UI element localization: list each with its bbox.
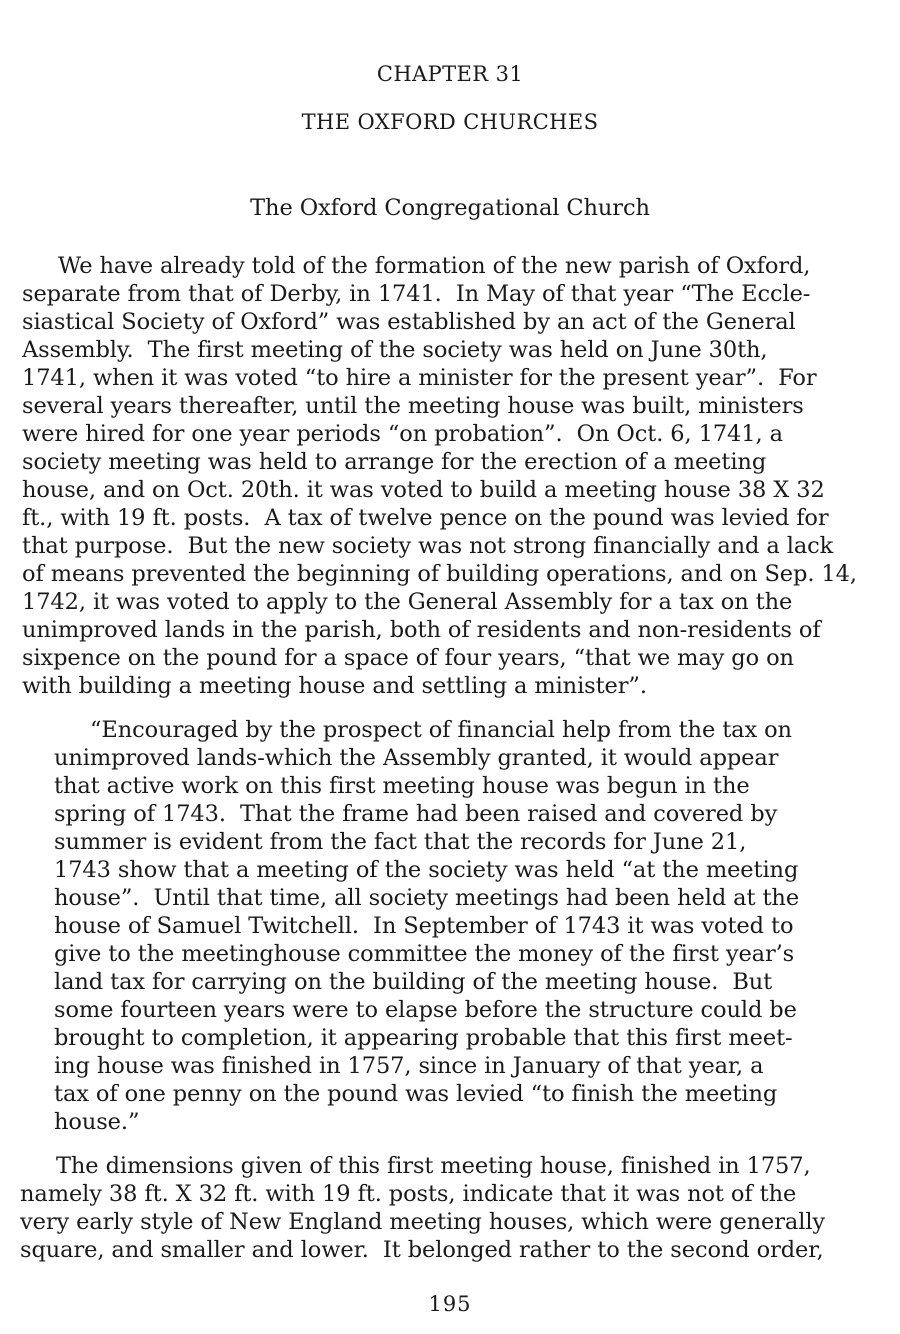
text-line: square, and smaller and lower. It belonged rather to the second order, [20,1237,824,1263]
quote-line: that active work on this first meeting house was begun in the [54,773,750,799]
text-line: siastical Society of Oxford” was established by an act of the General [22,309,796,335]
quote-line: unimproved lands-which the Assembly granted, it would appear [54,745,779,771]
text-line: with building a meeting house and settling a minister”. [22,673,647,699]
quote-line: spring of 1743. That the frame had been raised and covered by [54,801,778,827]
quote-line: 1743 show that a meeting of the society was held “at the meeting [54,857,799,883]
quote-line: house”. Until that time, all society meetings had been held at the [54,885,800,911]
quote-line: tax of one penny on the pound was levied “to finish the meeting [54,1081,778,1107]
text-line: that purpose. But the new society was not strong financially and a lack [22,533,834,559]
text-line: ft., with 19 ft. posts. A tax of twelve pence on the pound was levied for [22,505,829,531]
chapter-title: THE OXFORD CHURCHES [301,110,599,134]
text-line: namely 38 ft. X 32 ft. with 19 ft. posts, indicate that it was not of the [20,1181,797,1207]
quote-line: give to the meetinghouse committee the money of the first year’s [54,941,795,967]
quote-line: brought to completion, it appearing probable that this first meet- [54,1025,793,1051]
quote-line: some fourteen years were to elapse before the structure could be [54,997,797,1023]
quote-line: ing house was finished in 1757, since in January of that year, a [54,1053,764,1079]
page-number: 195 [428,1292,472,1316]
quote-line: land tax for carrying on the building of the meeting house. But [54,969,773,995]
text-line: 1741, when it was voted “to hire a minister for the present year”. For [22,365,817,391]
text-line: Assembly. The first meeting of the society was held on June 30th, [22,337,768,363]
text-line: society meeting was held to arrange for the erection of a meeting [22,449,767,475]
text-line: We have already told of the formation of the new parish of Oxford, [58,253,811,279]
quote-line: summer is evident from the fact that the records for June 21, [54,829,747,855]
text-line: 1742, it was voted to apply to the General Assembly for a tax on the [22,589,793,615]
quote-line: house of Samuel Twitchell. In September of 1743 it was voted to [54,913,794,939]
text-line: of means prevented the beginning of building operations, and on Sep. 14, [22,561,857,587]
text-line: several years thereafter, until the meeting house was built, ministers [22,393,804,419]
text-line: unimproved lands in the parish, both of residents and non-residents of [22,617,821,643]
text-line: The dimensions given of this first meeting house, finished in 1757, [56,1153,811,1179]
chapter-heading: CHAPTER 31 [376,62,524,86]
quote-line: house.” [54,1109,140,1135]
text-line: separate from that of Derby, in 1741. In May of that year “The Eccle- [22,281,811,307]
text-line: very early style of New England meeting houses, which were generally [20,1209,826,1235]
section-title: The Oxford Congregational Church [250,195,650,221]
quote-line: “Encouraged by the prospect of financial help from the tax on [90,717,792,743]
text-line: were hired for one year periods “on probation”. On Oct. 6, 1741, a [22,421,783,447]
text-line: sixpence on the pound for a space of four years, “that we may go on [22,645,794,671]
text-line: house, and on Oct. 20th. it was voted to build a meeting house 38 X 32 [22,477,825,503]
